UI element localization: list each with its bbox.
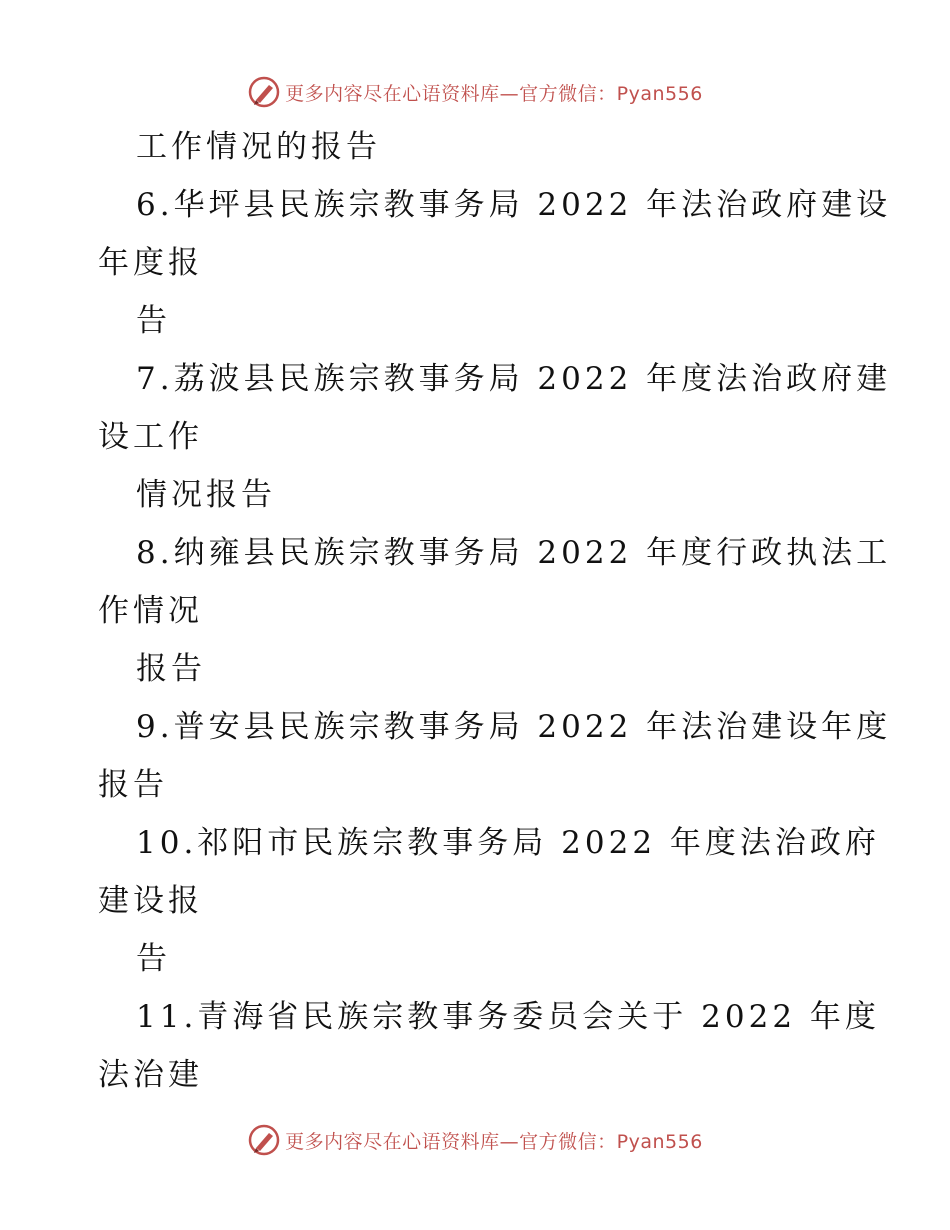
text-line: 年度报 [98,245,203,281]
text-line: 10.祁阳市民族宗教事务局 2022 年度法治政府 [136,825,880,861]
text-line: 7.荔波县民族宗教事务局 2022 年度法治政府建 [136,361,892,397]
pen-logo-icon [247,1123,281,1157]
text-line: 作情况 [98,593,203,629]
document-body [98,118,892,1104]
banner-text: 更多内容尽在心语资料库—官方微信：Pyan556 [285,82,703,105]
text-line: 设工作 [98,419,203,455]
pen-logo-icon [247,75,281,109]
text-line: 9.普安县民族宗教事务局 2022 年法治建设年度 [136,709,892,745]
banner-text: 更多内容尽在心语资料库—官方微信：Pyan556 [285,1130,703,1153]
text-line: 告 [136,303,171,339]
text-line: 6.华坪县民族宗教事务局 2022 年法治政府建设 [136,187,892,223]
text-line: 报告 [136,651,206,687]
text-line: 告 [136,941,171,977]
text-line: 建设报 [98,883,203,919]
footer-banner [0,1120,950,1160]
header-banner [0,72,950,112]
text-line: 情况报告 [136,477,276,513]
text-line: 8.纳雍县民族宗教事务局 2022 年度行政执法工 [136,535,892,571]
text-line: 报告 [98,767,168,803]
text-line: 工作情况的报告 [136,129,381,165]
text-line: 法治建 [98,1057,203,1093]
text-line: 11.青海省民族宗教事务委员会关于 2022 年度 [136,999,880,1035]
